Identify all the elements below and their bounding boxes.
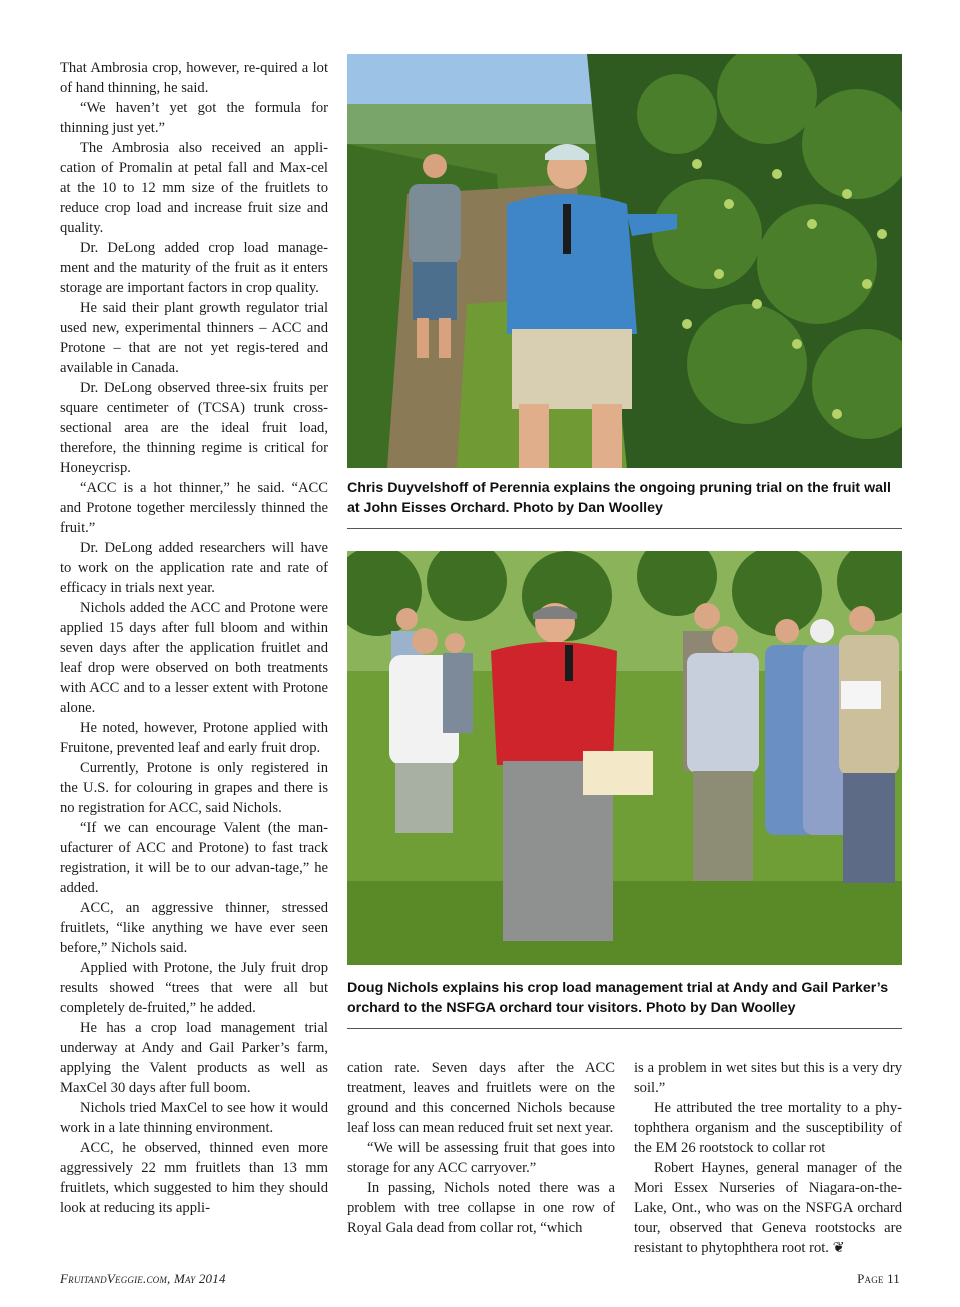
paragraph: Dr. DeLong observed three-six fruits per square centimeter of (TCSA) trunk cross-sectional area are the ideal fruit load, therefore, the thinning regime is critical for Honeycrisp. [60,380,328,476]
caption-divider [347,528,902,529]
paragraph: In passing, Nichols noted there was a problem with tree collapse in one row of Royal Gala dead from collar rot, “which [347,1180,615,1236]
paragraph: is a problem in wet sites but this is a very dry soil.” [634,1060,902,1096]
paragraph: Currently, Protone is only registered in the U.S. for colouring in grapes and there is no registration for ACC, said Nichols. [60,760,328,816]
paragraph: He noted, however, Protone applied with Fruitone, prevented leaf and early fruit drop. [60,720,328,756]
paragraph: ACC, an aggressive thinner, stressed fruitlets, “like anything we have ever seen before,” Nichols said. [60,900,328,956]
paragraph: ACC, he observed, thinned even more aggressively 22 mm fruitlets than 13 mm fruitlets, which suggested to him they should look at reducing its appli- [60,1140,328,1216]
end-mark-icon: ❦ [832,1240,845,1256]
paragraph-text: Robert Haynes, general manager of the Mori Essex Nurseries of Niagara-on-the-Lake, Ont., who was on the NSFGA orchard tour, observed that Geneva rootstocks are resistant to phytophthera root rot. [634,1160,902,1256]
photo-caption: Doug Nichols explains his crop load management trial at Andy and Gail Parker’s orchard to the NSFGA orchard tour visitors. Photo by Dan Woolley [347,980,889,1016]
orchard-photo-tour-group [347,551,902,965]
paragraph [634,1158,902,1258]
footer-publication: FruitandVeggie.com, May 2014 [60,1271,226,1286]
paragraph: That Ambrosia crop, however, re-quired a lot of hand thinning, he said. [60,60,328,96]
paragraph: “We haven’t yet got the formula for thinning just yet.” [60,100,328,136]
footer-page-number: Page 11 [857,1271,900,1286]
paragraph: Dr. DeLong added crop load manage-ment and the maturity of the fruit as it enters storage are important factors in crop quality. [60,240,328,296]
paragraph: Applied with Protone, the July fruit drop results showed “trees that were all but completely de-fruited,” he added. [60,960,328,1016]
paragraph: “ACC is a hot thinner,” he said. “ACC and Protone together mercilessly thinned the fruit.” [60,480,328,536]
paragraph: Nichols tried MaxCel to see how it would work in a late thinning environment. [60,1100,328,1136]
article-column-middle [347,1058,615,1238]
orchard-photo-pruning-trial [347,54,902,468]
paragraph: He has a crop load management trial underway at Andy and Gail Parker’s farm, applying the Valent products as well as MaxCel 30 days after full boom. [60,1020,328,1096]
photo-caption: Chris Duyvelshoff of Perennia explains the ongoing pruning trial on the fruit wall at John Eisses Orchard. Photo by Dan Woolley [347,480,891,516]
caption-divider [347,1028,902,1029]
article-column-right [634,1058,902,1258]
paragraph: cation rate. Seven days after the ACC treatment, leaves and fruitlets were on the ground and this concerned Nichols because leaf loss can mean reduced fruit set next year. [347,1060,615,1136]
paragraph: The Ambrosia also received an appli-cation of Promalin at petal fall and Max-cel at the 10 to 12 mm size of the fruitlets to reduce crop load and increase fruit size and quality. [60,140,328,236]
paragraph: He said their plant growth regulator trial used new, experimental thinners – ACC and Protone – that are not yet regis-tered and available in Canada. [60,300,328,376]
paragraph: “If we can encourage Valent (the man-ufacturer of ACC and Protone) to fast track registration, it will be to our advan-tage,” he added. [60,820,328,896]
paragraph: Dr. DeLong added researchers will have to work on the application rate and rate of efficacy in trials next year. [60,540,328,596]
paragraph: “We will be assessing fruit that goes into storage for any ACC carryover.” [347,1140,615,1176]
article-column-left [60,58,328,1218]
paragraph: Nichols added the ACC and Protone were applied 15 days after full bloom and within seven days after the application fruitlet and leaf drop were observed on both treatments with ACC and to a lesser extent with Protone alone. [60,600,328,716]
paragraph: He attributed the tree mortality to a phy-tophthera organism and the susceptibility of the EM 26 rootstock to collar rot [634,1100,902,1156]
